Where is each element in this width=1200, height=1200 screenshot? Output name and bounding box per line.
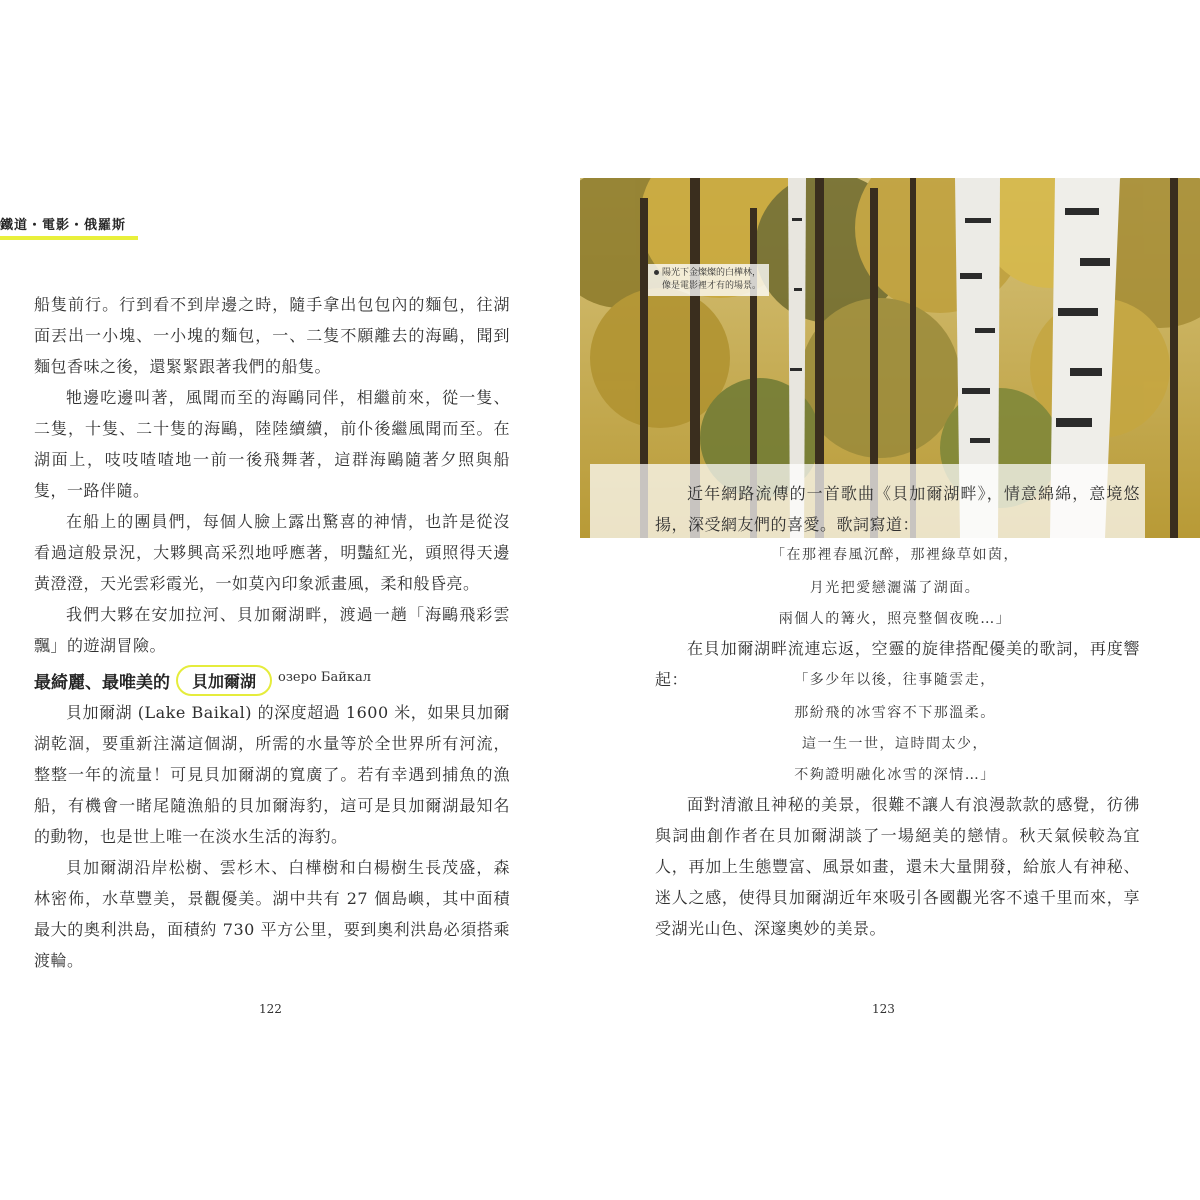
section-heading-main: 最綺麗、最唯美的 xyxy=(34,672,170,693)
left-top-text xyxy=(34,289,510,661)
paragraph: 貝加爾湖 (Lake Baikal) 的深度超過 1600 米，如果貝加爾湖乾涸，要重新注滿這個湖，所需的水量等於全世界所有河流，整整一年的流量！可見貝加爾湖的寬廣了。若有幸遇到捕魚的漁船，有機會一睹尾隨漁船的貝加爾海豹，這可是貝加爾湖最知名的動物，也是世上唯一在淡水生活的海豹。 xyxy=(34,703,510,846)
photo-caption xyxy=(648,264,769,296)
lyric-line: 那紛飛的冰雪容不下那溫柔。 xyxy=(794,705,996,721)
caption-line: 陽光下金燦燦的白樺林， xyxy=(662,268,762,278)
section-heading-pill: 貝加爾湖 xyxy=(176,665,272,696)
closing-text xyxy=(655,789,1140,944)
page-number: 122 xyxy=(259,1002,282,1016)
paragraph: 牠邊吃邊叫著，風聞而至的海鷗同伴，相繼前來，從一隻、二隻，十隻、二十隻的海鷗，陸陸續續，前仆後繼風聞而至。在湖面上，吱吱喳喳地一前一後飛舞著，這群海鷗隨著夕照與船隻，一路伴隨。 xyxy=(34,388,510,500)
left-page xyxy=(0,0,590,1200)
paragraph: 在貝加爾湖畔流連忘返，空靈的旋律搭配優美的歌詞，再度響起： xyxy=(655,639,1140,689)
section-heading-russian: озеро Байкал xyxy=(278,669,372,685)
lyric-line: 不夠證明融化冰雪的深情…」 xyxy=(794,767,996,783)
paragraph: 我們大夥在安加拉河、貝加爾湖畔，渡過一趟「海鷗飛彩雲飄」的遊湖冒險。 xyxy=(34,605,510,655)
header-underline xyxy=(0,236,138,240)
lyric-line: 兩個人的篝火，照亮整個夜晚…」 xyxy=(778,611,1012,627)
left-bottom-text xyxy=(34,697,510,976)
page-number: 123 xyxy=(872,1002,895,1016)
paragraph: 貝加爾湖沿岸松樹、雲杉木、白樺樹和白楊樹生長茂盛，森林密佈，水草豐美，景觀優美。湖中共有 27 個島嶼，其中面積最大的奧利洪島，面積約 730 平方公里，要到奧利洪島必須搭乘渡輪。 xyxy=(34,858,510,970)
caption-line: 像是電影裡才有的場景。 xyxy=(662,281,762,291)
right-page xyxy=(590,0,1200,1200)
bullet-icon xyxy=(654,270,659,275)
running-header: 鐵道・電影・俄羅斯 xyxy=(0,218,127,233)
paragraph: 船隻前行。行到看不到岸邊之時，隨手拿出包包內的麵包，往湖面丟出一小塊、一小塊的麵包，一、二隻不願離去的海鷗，聞到麵包香味之後，還緊緊跟著我們的船隻。 xyxy=(34,295,510,376)
paragraph: 近年網路流傳的一首歌曲《貝加爾湖畔》，情意綿綿，意境悠揚，深受網友們的喜愛。歌詞寫道： xyxy=(655,484,1140,534)
paragraph: 在船上的團員們，每個人臉上露出驚喜的神情，也許是從沒看過這般景況，大夥興高采烈地呼應著，明豔紅光，頭照得天邊黃澄澄，天光雲彩霞光，一如莫內印象派畫風，柔和般昏亮。 xyxy=(34,512,510,593)
lyric-line: 這一生一世，這時間太少， xyxy=(802,736,988,752)
paragraph: 面對清澈且神秘的美景，很難不讓人有浪漫款款的感覺，彷彿與詞曲創作者在貝加爾湖談了一場絕美的戀情。秋天氣候較為宜人，再加上生態豐富、風景如畫，還未大量開發，給旅人有神秘、迷人之感，使得貝加爾湖近年來吸引各國觀光客不遠千里而來，享受湖光山色、深邃奧妙的美景。 xyxy=(655,795,1140,938)
lyric-line: 「在那裡春風沉醉，那裡綠草如茵， xyxy=(771,547,1019,563)
lyric-line: 月光把愛戀灑滿了湖面。 xyxy=(809,580,981,596)
section-heading xyxy=(34,665,371,695)
lyric-line: 「多少年以後，往事隨雲走， xyxy=(794,672,996,688)
intro-text xyxy=(655,478,1140,540)
